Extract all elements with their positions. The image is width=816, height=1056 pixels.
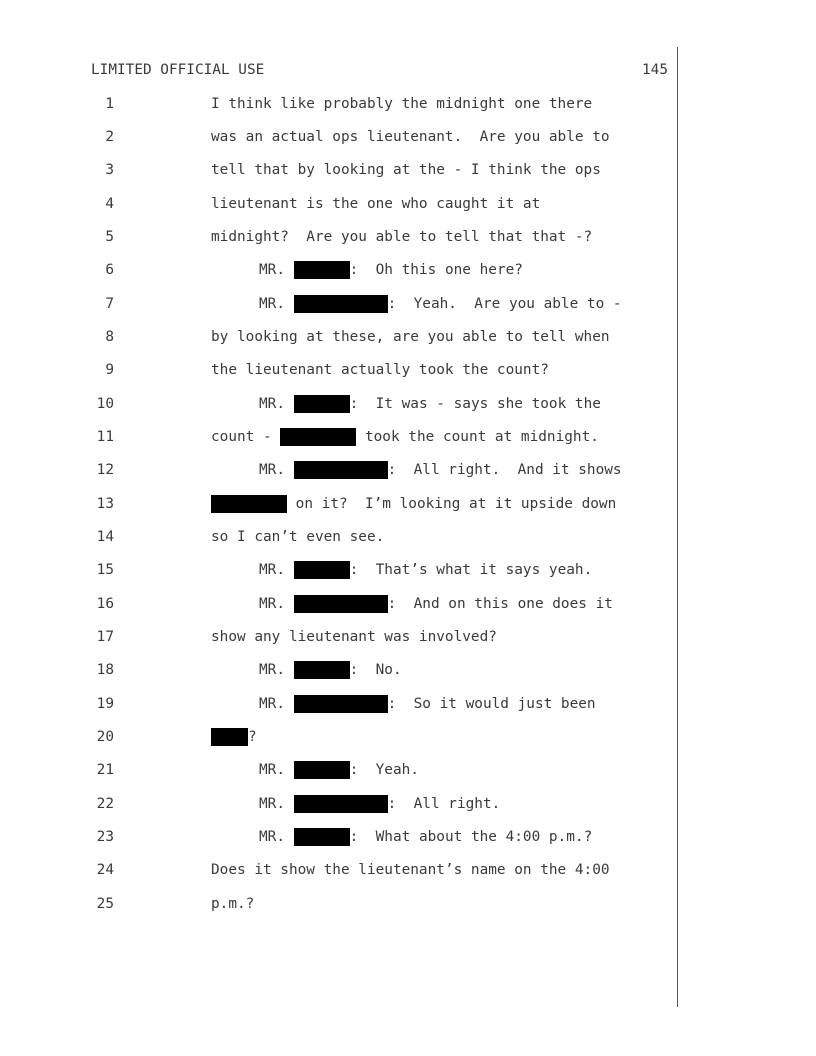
- line-text-segment: by looking at these, are you able to tell when: [211, 328, 610, 345]
- line-text: [211, 862, 610, 878]
- line-text: [259, 696, 596, 713]
- line-text: [211, 329, 610, 345]
- line-text-segment: the lieutenant actually took the count?: [211, 362, 549, 379]
- line-text: [211, 896, 254, 912]
- line-text: [259, 596, 613, 613]
- line-text-segment: count -: [211, 428, 281, 445]
- line-number: 8: [105, 328, 114, 345]
- transcript-line: [0, 496, 670, 516]
- transcript-line: [0, 662, 670, 682]
- line-text: [259, 462, 622, 479]
- redaction-block: [294, 795, 388, 813]
- line-number: 6: [105, 262, 114, 279]
- line-number: 15: [96, 562, 114, 579]
- line-text: [259, 562, 592, 579]
- line-number: 11: [96, 428, 114, 445]
- line-number: 20: [96, 728, 114, 745]
- line-text: [259, 762, 419, 779]
- line-text-segment: MR.: [259, 295, 294, 312]
- line-text: [211, 496, 616, 513]
- transcript-line: [0, 362, 670, 382]
- line-text-segment: : It was - says she took the: [349, 395, 601, 412]
- line-text: [211, 362, 549, 378]
- redaction-block: [294, 828, 350, 846]
- line-text-segment: tell that by looking at the - I think the ops: [211, 162, 601, 179]
- transcript-line: [0, 529, 670, 549]
- line-text-segment: was an actual ops lieutenant. Are you able to: [211, 128, 610, 145]
- redaction-block: [294, 595, 388, 613]
- line-text-segment: : All right.: [387, 795, 501, 812]
- transcript-line: [0, 796, 670, 816]
- line-text-segment: MR.: [259, 762, 294, 779]
- line-text: [259, 796, 500, 813]
- redaction-block: [211, 495, 287, 513]
- redaction-block: [280, 428, 356, 446]
- transcript-line: [0, 862, 670, 882]
- redaction-block: [294, 295, 388, 313]
- line-text-segment: : Oh this one here?: [349, 262, 523, 279]
- redaction-block: [211, 728, 248, 746]
- transcript-line: [0, 896, 670, 916]
- line-text: [211, 729, 257, 746]
- redaction-block: [294, 461, 388, 479]
- line-text-segment: p.m.?: [211, 895, 255, 912]
- line-text-segment: so I can’t even see.: [211, 528, 385, 545]
- transcript-line: [0, 129, 670, 149]
- line-text-segment: on it? I’m looking at it upside down: [287, 495, 617, 512]
- line-text-segment: MR.: [259, 595, 294, 612]
- line-text: [259, 262, 523, 279]
- line-text-segment: took the count at midnight.: [356, 428, 599, 445]
- line-number: 2: [105, 128, 114, 145]
- line-text-segment: MR.: [259, 562, 294, 579]
- line-text-segment: : So it would just been: [387, 695, 596, 712]
- line-text: [259, 296, 622, 313]
- line-text-segment: : Yeah.: [349, 762, 419, 779]
- line-number: 14: [96, 528, 114, 545]
- line-text-segment: MR.: [259, 695, 294, 712]
- line-text: [259, 662, 402, 679]
- line-text-segment: show any lieutenant was involved?: [211, 628, 497, 645]
- line-number: 25: [96, 895, 114, 912]
- transcript-line: [0, 762, 670, 782]
- redaction-block: [294, 695, 388, 713]
- transcript-line: [0, 429, 670, 449]
- line-number: 21: [96, 762, 114, 779]
- line-number: 13: [96, 495, 114, 512]
- line-number: 10: [96, 395, 114, 412]
- transcript-line: [0, 562, 670, 582]
- line-text-segment: : And on this one does it: [387, 595, 613, 612]
- redaction-block: [294, 661, 350, 679]
- transcript-line: [0, 96, 670, 116]
- line-text: [211, 96, 592, 112]
- line-text-segment: MR.: [259, 462, 294, 479]
- transcript-line: [0, 829, 670, 849]
- redaction-block: [294, 761, 350, 779]
- line-number: 5: [105, 228, 114, 245]
- transcript-line: [0, 462, 670, 482]
- line-text: [211, 196, 540, 212]
- line-number: 1: [105, 95, 114, 112]
- line-text: [259, 396, 601, 413]
- transcript-line: [0, 229, 670, 249]
- line-number: 4: [105, 195, 114, 212]
- line-text: [211, 629, 497, 645]
- line-number: 23: [96, 828, 114, 845]
- line-text-segment: MR.: [259, 662, 294, 679]
- line-text-segment: : No.: [349, 662, 402, 679]
- line-text-segment: : Yeah. Are you able to -: [387, 295, 622, 312]
- line-number: 9: [105, 362, 114, 379]
- transcript-line: [0, 196, 670, 216]
- line-text-segment: MR.: [259, 262, 294, 279]
- line-text: [211, 529, 384, 545]
- line-number: 19: [96, 695, 114, 712]
- line-number: 12: [96, 462, 114, 479]
- transcript-line: [0, 729, 670, 749]
- redaction-block: [294, 261, 350, 279]
- redaction-block: [294, 395, 350, 413]
- line-text-segment: MR.: [259, 395, 294, 412]
- line-text-segment: MR.: [259, 828, 294, 845]
- classification-header: LIMITED OFFICIAL USE: [91, 62, 265, 78]
- redaction-block: [294, 561, 350, 579]
- line-text-segment: : All right. And it shows: [387, 462, 622, 479]
- transcript-line: [0, 262, 670, 282]
- line-text-segment: I think like probably the midnight one there: [211, 95, 593, 112]
- line-text: [259, 829, 592, 846]
- line-text: [211, 162, 601, 178]
- line-number: 24: [96, 862, 114, 879]
- line-text-segment: : What about the 4:00 p.m.?: [349, 828, 593, 845]
- page-number: 145: [642, 62, 668, 78]
- line-text-segment: ?: [248, 728, 257, 745]
- transcript-line: [0, 596, 670, 616]
- line-number: 18: [96, 662, 114, 679]
- line-text-segment: MR.: [259, 795, 294, 812]
- transcript-line: [0, 329, 670, 349]
- line-text: [211, 129, 610, 145]
- line-text: [211, 229, 592, 245]
- line-number: 7: [105, 295, 114, 312]
- line-number: 3: [105, 162, 114, 179]
- line-text-segment: Does it show the lieutenant’s name on the 4:00: [211, 862, 610, 879]
- transcript-line: [0, 396, 670, 416]
- line-text-segment: : That’s what it says yeah.: [349, 562, 593, 579]
- line-text-segment: midnight? Are you able to tell that that -?: [211, 228, 593, 245]
- transcript-line: [0, 162, 670, 182]
- transcript-line: [0, 296, 670, 316]
- line-number: 17: [96, 628, 114, 645]
- transcript-line: [0, 629, 670, 649]
- right-margin-rule: [677, 47, 678, 1007]
- line-number: 16: [96, 595, 114, 612]
- line-text: [211, 429, 599, 446]
- line-text-segment: lieutenant is the one who caught it at: [211, 195, 541, 212]
- line-number: 22: [96, 795, 114, 812]
- transcript-line: [0, 696, 670, 716]
